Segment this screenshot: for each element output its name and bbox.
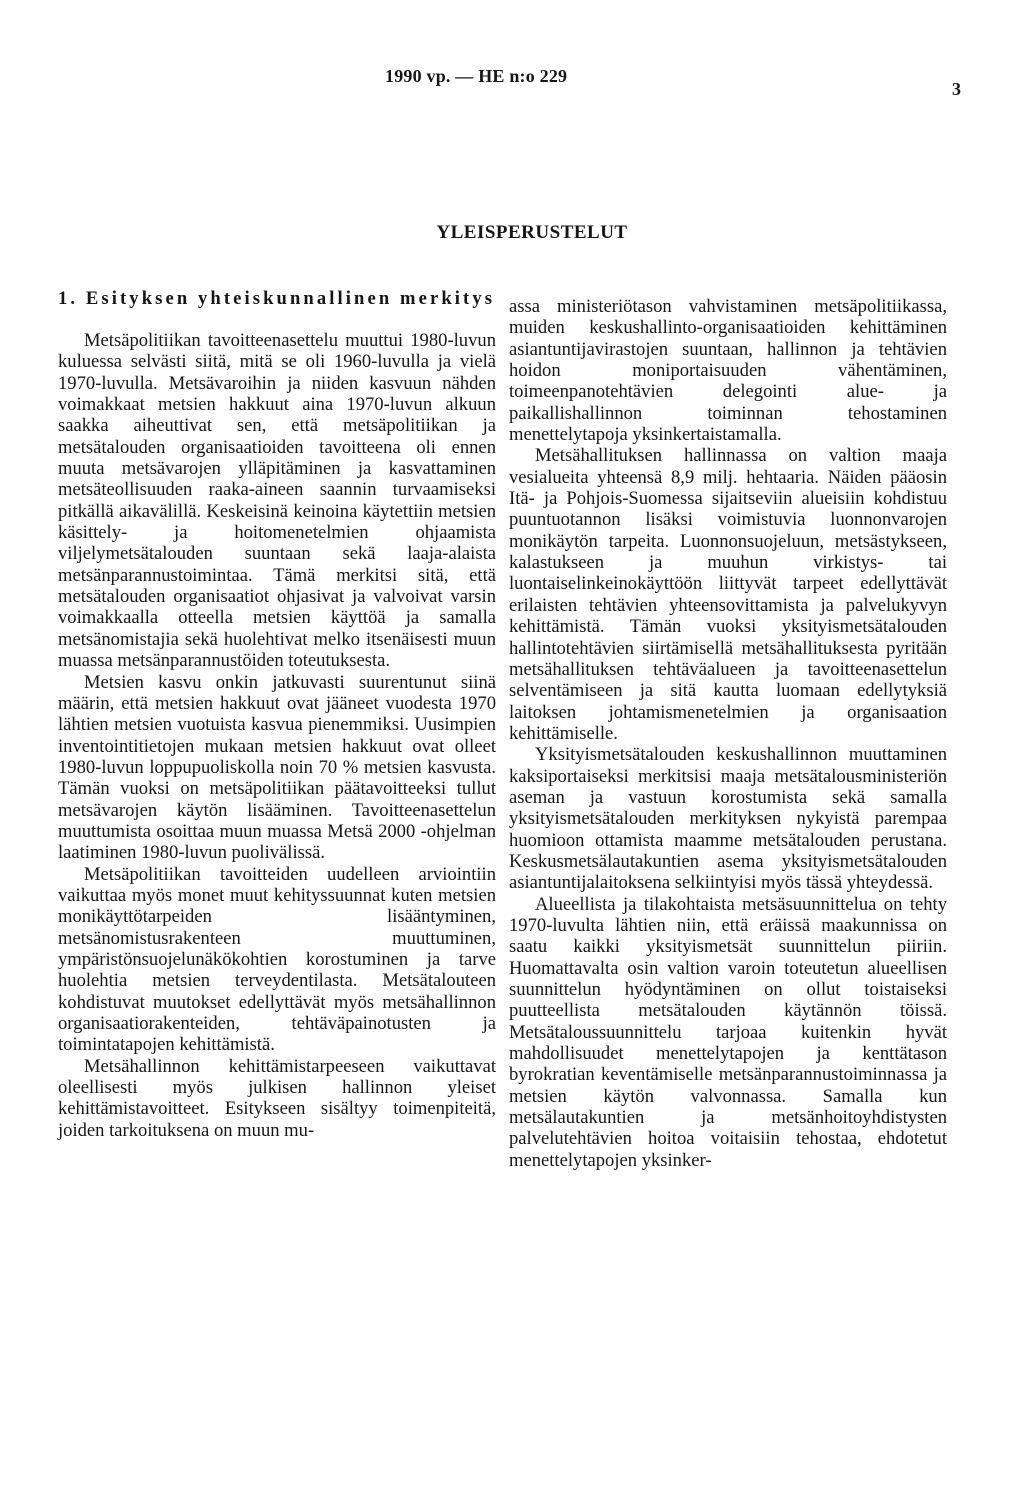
- right-column: [509, 296, 947, 1171]
- section-title: YLEISPERUSTELUT: [436, 222, 628, 243]
- subheading-text: Esityksen yhteiskunnallinen merkitys: [85, 288, 496, 309]
- paragraph: Yksityismetsätalouden keskushallinnon muuttaminen kaksiportaiseksi merkitsisi maaja metsätalousministeriön aseman ja vastuun korostumista sekä samalla yksityismetsätalouden merkityksen nykyistä parempaa huomioon ottamista maamme metsätalouden perustana. Keskusmetsälautakuntien asema yksityismetsätalouden asiantuntijalaitoksena selkiintyisi myös tässä yhteydessä.: [509, 744, 947, 894]
- paragraph: assa ministeriötason vahvistaminen metsäpolitiikassa, muiden keskushallinto-organisaatioiden kehittäminen asiantuntijavirastojen suuntaan, hallinnon ja tehtävien hoidon moniportaisuuden vähentäminen, toimeenpanotehtävien delegointi alue- ja paikallishallinnon toiminnan tehostaminen menettelytapoja yksinkertaistamalla.: [509, 296, 947, 446]
- subheading-number: 1.: [58, 288, 79, 309]
- paragraph: Metsien kasvu onkin jatkuvasti suurentunut siinä määrin, että metsien hakkuut ovat jääneet vuodesta 1970 lähtien metsien vuotuista kasvua pienemmiksi. Uusimpien inventointitietojen mukaan metsien hakkuut ovat olleet 1980-luvun loppupuoliskolla noin 70 % metsien kasvusta. Tämän vuoksi on metsäpolitiikan päätavoitteeksi tullut metsävarojen käytön lisääminen. Tavoitteenasettelun muuttumista osoittaa muun muassa Metsä 2000 -ohjelman laatiminen 1980-luvun puolivälissä.: [58, 671, 496, 864]
- paragraph: Metsäpolitiikan tavoitteenasettelu muuttui 1980-luvun kuluessa selvästi siitä, mitä se oli 1960-luvulla ja vielä 1970-luvulla. Metsävaroihin ja niiden kasvuun nähden voimakkaat metsien hakkuut aina 1970-luvun alkuun saakka aiheuttivat sen, että metsäpolitiikan ja metsätalouden organisaatioiden tavoitteena oli ennen muuta metsävarojen ylläpitäminen ja kasvattaminen metsäteollisuuden raaka-aineen saannin turvaamiseksi pitkällä aikavälillä. Keskeisinä keinoina käytettiin metsien käsittely- ja hoitomenetelmien ohjaamista viljelymetsätalouden suuntaan sekä laaja-alaista metsänparannustoimintaa. Tämä merkitsi sitä, että metsätalouden organisaatiot ohjasivat ja valvoivat varsin voimakkaalla otteella metsien käyttöä ja samalla metsänomistajia sekä huolehtivat melko itsenäisesti muun muassa metsänparannustöiden toteutuksesta.: [58, 330, 496, 672]
- left-column: [58, 288, 496, 1141]
- paragraph: Metsäpolitiikan tavoitteiden uudelleen arviointiin vaikuttaa myös monet muut kehityssuunnat kuten metsien monikäyttötarpeiden lisääntyminen, metsänomistusrakenteen muuttuminen, ympäristönsuojelunäkökohtien korostuminen ja tarve huolehtia metsien terveydentilasta. Metsätalouteen kohdistuvat muutokset edellyttävät myös metsähallinnon organisaatiorakenteiden, tehtäväpainotusten ja toimintatapojen kehittämistä.: [58, 863, 496, 1056]
- paragraph: Metsähallituksen hallinnassa on valtion maaja vesialueita yhteensä 8,9 milj. hehtaaria. Näiden pääosin Itä- ja Pohjois-Suomessa sijaitseviin alueisiin kohdistuu puuntuotannon lisäksi voimistuvia luonnonvarojen monikäytön tarpeita. Luonnonsuojeluun, metsästykseen, kalastukseen ja muuhun virkistys- tai luontaiselinkeinokäyttöön liittyvät tarpeet edellyttävät erilaisten tehtävien yhteensovittamista ja palvelukyvyn kehittämistä. Tämän vuoksi yksityismetsätalouden hallintotehtävien siirtämisellä metsähallituksesta pyritään metsähallituksen tehtäväalueen ja tavoitteenasettelun selventämiseen ja sitä kautta luomaan edellytyksiä laitoksen johtamismenetelmien ja organisaation kehittämiselle.: [509, 445, 947, 744]
- paragraph: Metsähallinnon kehittämistarpeeseen vaikuttavat oleellisesti myös julkisen hallinnon yleiset kehittämistavoitteet. Esitykseen sisältyy toimenpiteitä, joiden tarkoituksena on muun mu-: [58, 1055, 496, 1141]
- paragraph: Alueellista ja tilakohtaista metsäsuunnittelua on tehty 1970-luvulta lähtien niin, että eräissä maakunnissa on saatu kaikki yksityismetsät suunnittelun piiriin. Huomattavalta osin valtion varoin toteutetun alueellisen suunnittelun hyödyntäminen on ollut toistaiseksi puutteellista metsätalouden käytännön töissä. Metsätaloussuunnittelu tarjoaa kuitenkin hyvät mahdollisuudet menettelytapojen ja kenttätason byrokratian keventämiselle metsänparannustoiminnassa ja metsien käytön valvonnassa. Samalla kun metsälautakuntien ja metsänhoitoyhdistysten palvelutehtävien hoitoa voitaisiin tehostaa, ehdotetut menettelytapojen yksinker-: [509, 893, 947, 1171]
- subheading: [58, 288, 496, 309]
- page-number: 3: [952, 79, 961, 99]
- running-header: 1990 vp. — HE n:o 229: [385, 66, 568, 86]
